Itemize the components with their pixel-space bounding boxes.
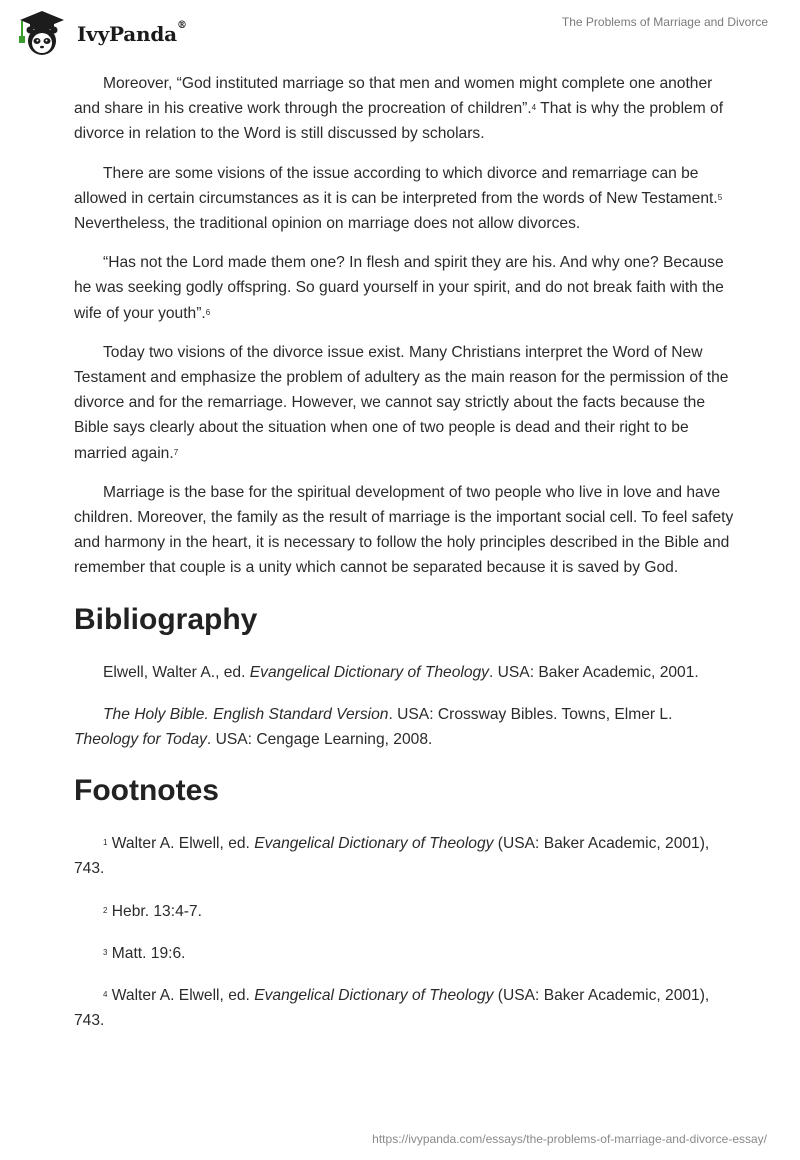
essay-body <box>74 71 734 1050</box>
footnote-item: $^2$ Hebr. 13:4-7. <box>103 902 202 920</box>
footnote-number[interactable]: 4 <box>103 990 108 1000</box>
footnote-ref[interactable]: 7 <box>173 447 179 457</box>
panda-graduate-icon <box>12 8 72 58</box>
footnote-item: $^4$ Walter A. Elwell, ed. Evangelical Dictionary of Theology (USA: Baker Academic, 2001), 743. <box>74 987 710 1030</box>
footnote-item: $^3$ Matt. 19:6. <box>103 944 186 962</box>
logo-wordmark: IvyPanda® <box>77 20 187 46</box>
footnote-number[interactable]: 3 <box>103 947 108 957</box>
body-paragraph: There are some visions of the issue according to which divorce and remarriage can be allowed in certain circumstances as it is can be interpreted from the words of New Testament.$^5$ Nevertheless, the traditional opinion on marriage does not allow divorces. <box>74 164 723 233</box>
body-paragraph: Marriage is the base for the spiritual development of two people who live in love and have children. Moreover, the family as the result of marriage is the important social cell. To feel safety and harmony in the heart, it is necessary to follow the holy principles described in the Bible and remember that couple is a unity which cannot be separated because it is saved by God. <box>74 483 734 577</box>
footnote-ref[interactable]: 5 <box>717 192 723 202</box>
footnote-number[interactable]: 1 <box>103 838 108 848</box>
footnote-item: $^1$ Walter A. Elwell, ed. Evangelical Dictionary of Theology (USA: Baker Academic, 2001), 743. <box>74 835 710 878</box>
document-title: The Problems of Marriage and Divorce <box>561 15 768 29</box>
bibliography-entry: Elwell, Walter A., ed. Evangelical Dictionary of Theology. USA: Baker Academic, 2001. <box>103 663 699 681</box>
body-paragraph: Today two visions of the divorce issue exist. Many Christians interpret the Word of New Testament and emphasize the problem of adultery as the main reason for the permission of the divorce and for the remarriage. However, we cannot say strictly about the facts because the Bible says clearly about the situation when one of two people is dead and their right to be married again.$^7$ <box>74 343 729 462</box>
bibliography-heading: Bibliography <box>74 602 258 636</box>
footnote-ref[interactable]: 4 <box>531 103 537 113</box>
bibliography-entry: The Holy Bible. English Standard Version. USA: Crossway Bibles. Towns, Elmer L. Theology for Today. USA: Cengage Learning, 2008. <box>74 705 673 749</box>
footnote-ref[interactable]: 6 <box>205 307 211 317</box>
footnote-number[interactable]: 2 <box>103 905 108 915</box>
body-paragraph: “Has not the Lord made them one? In flesh and spirit they are his. And why one? Because he was seeking godly offspring. So guard yourself in your spirit, and do not break faith with the wife of your youth”.$^6$ <box>74 254 724 322</box>
site-logo[interactable] <box>12 8 187 58</box>
footnotes-heading: Footnotes <box>74 774 219 808</box>
body-paragraph: Moreover, “God instituted marriage so that men and women might complete one another and share in his creative work through the procreation of children”.$^4$ That is why the problem of divorce in relation to the Word is still discussed by scholars. <box>74 75 724 143</box>
source-url[interactable]: https://ivypanda.com/essays/the-problems-of-marriage-and-divorce-essay/ <box>372 1132 767 1146</box>
